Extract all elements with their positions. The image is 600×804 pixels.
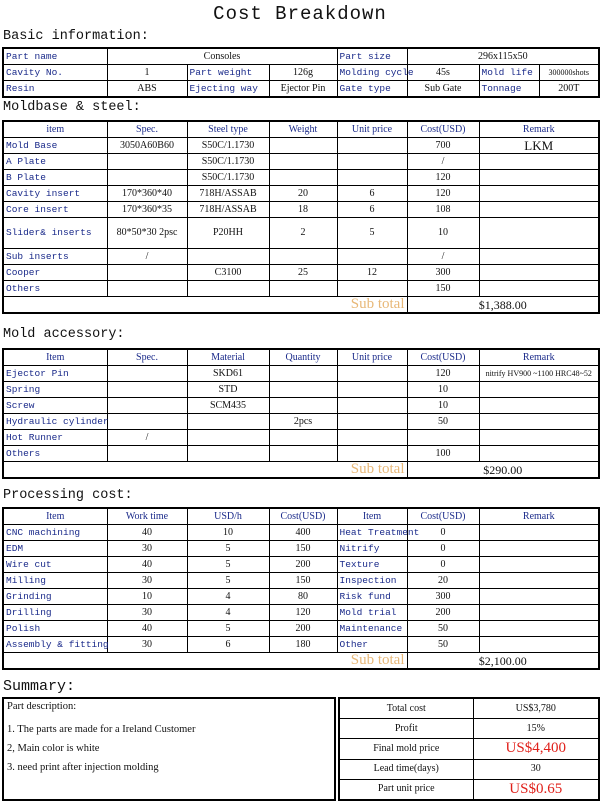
description-line: 1. The parts are made for a Ireland Customer [7,724,196,735]
table-cell: 10 [407,398,479,414]
table-cell: 3050A60B60 [107,138,187,154]
table-cell: 150 [269,541,337,557]
table-cell: 4 [187,589,269,605]
table-cell: 0 [407,541,479,557]
description-line: 3. need print after injection molding [7,762,159,773]
table-cell: 0 [407,557,479,573]
table-row [3,281,599,297]
table-cell [187,414,269,430]
table-header-row [3,349,599,366]
table-row [3,48,599,65]
label-gate-type: Gate type [337,81,407,98]
table-row [3,589,599,605]
table-cell [269,138,337,154]
table-row [3,446,599,462]
table-cell: nitrify HV900 ~1100 HRC48~52 [479,366,599,382]
table-row [3,249,599,265]
table-cell: 200 [269,557,337,573]
label-part-size: Part size [337,48,407,65]
table-cell [479,621,599,637]
column-header: item [3,121,107,138]
table-cell: Inspection [337,573,407,589]
column-header: Remark [479,121,599,138]
table-row [3,65,599,81]
subtotal-value: $1,388.00 [407,297,599,314]
column-header: Cost(USD) [407,349,479,366]
column-header: Weight [269,121,337,138]
table-header-row [3,121,599,138]
label-part-weight: Part weight [187,65,269,81]
table-cell: 108 [407,202,479,218]
summary-label: Final mold price [339,739,473,759]
table-cell: Other [337,637,407,653]
row-item-label: Grinding [3,589,107,605]
table-row [3,170,599,186]
row-item-label: Hydraulic cylinder [3,414,107,430]
table-cell: 20 [269,186,337,202]
value-part-name: Consoles [107,48,337,65]
row-item-label: Ejector Pin [3,366,107,382]
table-cell: 6 [187,637,269,653]
table-cell: 5 [187,541,269,557]
summary-row [339,719,599,739]
profit-value: 15% [473,719,599,739]
row-item-label: Wire cut [3,557,107,573]
table-cell: 400 [269,525,337,541]
column-header: USD/h [187,508,269,525]
table-cell: 6 [337,202,407,218]
table-cell [269,154,337,170]
table-cell [479,430,599,446]
row-item-label: Assembly & fitting [3,637,107,653]
table-cell: 4 [187,605,269,621]
table-cell: 100 [407,446,479,462]
column-header: Spec. [107,121,187,138]
table-cell: 180 [269,637,337,653]
table-cell: 10 [407,218,479,249]
final-mold-price-value: US$4,400 [473,739,599,759]
table-row [3,637,599,653]
table-cell: 120 [407,170,479,186]
value-gate-type: Sub Gate [407,81,479,98]
table-cell [337,430,407,446]
table-cell: Texture [337,557,407,573]
subtotal-row [3,462,599,479]
lead-time-value: 30 [473,759,599,779]
subtotal-row [3,653,599,670]
summary-table [338,697,600,801]
table-cell: 170*360*40 [107,186,187,202]
value-molding-cycle: 45s [407,65,479,81]
label-tonnage: Tonnage [479,81,539,98]
summary-label: Part unit price [339,779,473,800]
table-cell: 30 [107,637,187,653]
column-header: Remark [479,508,599,525]
section-heading-summary: Summary: [3,678,76,695]
table-cell: P20HH [187,218,269,249]
column-header: Item [3,349,107,366]
table-cell: / [107,430,187,446]
table-row [3,525,599,541]
column-header: Quantity [269,349,337,366]
subtotal-label: Sub total [3,462,407,479]
table-cell: 5 [337,218,407,249]
row-item-label: Spring [3,382,107,398]
row-item-label: Cavity insert [3,186,107,202]
table-cell: 120 [269,605,337,621]
section-heading-accessory: Mold accessory: [3,327,125,342]
table-cell [107,281,187,297]
subtotal-row [3,297,599,314]
table-cell: 2pcs [269,414,337,430]
summary-row [339,759,599,779]
table-cell [107,154,187,170]
row-item-label: A Plate [3,154,107,170]
table-cell [269,430,337,446]
row-item-label: Sub inserts [3,249,107,265]
table-cell [337,446,407,462]
table-cell [107,446,187,462]
section-heading-moldbase: Moldbase & steel: [3,100,141,115]
column-header: Material [187,349,269,366]
table-cell [337,398,407,414]
table-row [3,382,599,398]
table-cell [187,430,269,446]
table-cell: SCM435 [187,398,269,414]
subtotal-label: Sub total [3,653,407,670]
value-part-size: 296x115x50 [407,48,599,65]
table-cell [107,398,187,414]
table-row [3,621,599,637]
label-cavity: Cavity No. [3,65,107,81]
table-cell: 150 [269,573,337,589]
row-item-label: Milling [3,573,107,589]
table-cell: Heat Treatment [337,525,407,541]
table-cell [337,366,407,382]
column-header: Steel type [187,121,269,138]
table-cell: / [107,249,187,265]
table-cell: S50C/1.1730 [187,170,269,186]
table-cell [269,398,337,414]
row-item-label: B Plate [3,170,107,186]
table-row [3,573,599,589]
column-header: Unit price [337,121,407,138]
table-cell [479,557,599,573]
summary-label: Total cost [339,698,473,719]
table-cell: 300 [407,265,479,281]
table-row [3,265,599,281]
table-row [3,138,599,154]
row-item-label: CNC machining [3,525,107,541]
subtotal-label: Sub total [3,297,407,314]
table-cell: 18 [269,202,337,218]
table-cell: 10 [107,589,187,605]
table-cell [479,589,599,605]
table-cell [269,382,337,398]
summary-row [339,698,599,719]
summary-row [339,779,599,800]
accessory-table [2,348,600,479]
table-cell [187,281,269,297]
table-cell: S50C/1.1730 [187,138,269,154]
label-ejecting-way: Ejecting way [187,81,269,98]
table-cell: 2 [269,218,337,249]
row-item-label: Hot Runner [3,430,107,446]
table-cell [107,366,187,382]
table-row [3,605,599,621]
table-cell: 5 [187,621,269,637]
moldbase-table [2,120,600,314]
table-cell [269,366,337,382]
column-header: Cost(USD) [407,121,479,138]
table-cell [479,154,599,170]
column-header: Work time [107,508,187,525]
table-row [3,398,599,414]
table-cell [337,170,407,186]
table-cell: Risk fund [337,589,407,605]
value-tonnage: 200T [539,81,599,98]
table-cell: 30 [107,541,187,557]
table-cell [337,281,407,297]
table-cell [479,605,599,621]
table-cell: 50 [407,621,479,637]
summary-row [339,739,599,759]
table-cell: 30 [107,573,187,589]
table-row [3,541,599,557]
table-cell [337,154,407,170]
table-cell [107,382,187,398]
row-item-label: Slider& inserts [3,218,107,249]
page-title: Cost Breakdown [213,3,387,25]
row-item-label: Cooper [3,265,107,281]
table-row [3,218,599,249]
table-cell: 300 [407,589,479,605]
table-cell [479,170,599,186]
table-cell [479,573,599,589]
table-header-row [3,508,599,525]
table-cell [479,541,599,557]
table-cell [187,446,269,462]
value-mold-life: 300000shots [539,65,599,81]
table-cell: 700 [407,138,479,154]
table-cell [269,249,337,265]
table-cell: 80*50*30 2psc [107,218,187,249]
table-cell [479,186,599,202]
row-item-label: Others [3,446,107,462]
table-cell [479,382,599,398]
part-description-box [2,697,336,801]
row-item-label: Others [3,281,107,297]
part-description-title: Part description: [7,701,77,712]
table-cell [269,446,337,462]
row-item-label: EDM [3,541,107,557]
table-cell [479,446,599,462]
column-header: Cost(USD) [407,508,479,525]
table-cell: 40 [107,621,187,637]
table-row [3,430,599,446]
table-cell [107,414,187,430]
row-item-label: Drilling [3,605,107,621]
table-cell [107,265,187,281]
table-cell: 12 [337,265,407,281]
table-cell: 30 [107,605,187,621]
table-cell: 120 [407,186,479,202]
column-header: Cost(USD) [269,508,337,525]
table-cell: Maintenance [337,621,407,637]
table-cell: 40 [107,557,187,573]
table-cell: 170*360*35 [107,202,187,218]
value-cavity: 1 [107,65,187,81]
subtotal-value: $2,100.00 [407,653,599,670]
table-cell: 50 [407,637,479,653]
table-cell [479,414,599,430]
table-cell [187,249,269,265]
table-row [3,366,599,382]
table-cell: 20 [407,573,479,589]
table-cell: 120 [407,366,479,382]
table-cell: 0 [407,525,479,541]
column-header: Spec. [107,349,187,366]
table-cell: 10 [187,525,269,541]
table-cell: 5 [187,573,269,589]
table-cell: 200 [269,621,337,637]
value-ejecting-way: Ejector Pin [269,81,337,98]
table-cell [269,170,337,186]
table-row [3,414,599,430]
table-row [3,81,599,98]
description-line: 2, Main color is white [7,743,100,754]
label-part-name: Part name [3,48,107,65]
table-cell [479,398,599,414]
section-heading-processing: Processing cost: [3,488,133,503]
table-row [3,154,599,170]
table-cell: 200 [407,605,479,621]
table-cell: SKD61 [187,366,269,382]
table-cell [269,281,337,297]
processing-table [2,507,600,670]
table-cell [479,202,599,218]
total-cost-value: US$3,780 [473,698,599,719]
table-cell: C3100 [187,265,269,281]
table-cell [337,138,407,154]
value-resin: ABS [107,81,187,98]
row-item-label: Screw [3,398,107,414]
table-row [3,186,599,202]
table-cell: / [407,154,479,170]
table-cell [107,170,187,186]
column-header: Item [3,508,107,525]
table-cell: 50 [407,414,479,430]
table-cell: 718H/ASSAB [187,186,269,202]
table-cell: 150 [407,281,479,297]
table-cell [479,281,599,297]
label-mold-life: Mold life [479,65,539,81]
table-cell: LKM [479,138,599,154]
table-cell [479,525,599,541]
table-cell: 10 [407,382,479,398]
row-item-label: Mold Base [3,138,107,154]
table-cell: / [407,249,479,265]
label-resin: Resin [3,81,107,98]
table-cell: 40 [107,525,187,541]
table-cell [407,430,479,446]
table-cell: STD [187,382,269,398]
table-cell: 5 [187,557,269,573]
basic-info-table [2,47,600,98]
table-cell: 718H/ASSAB [187,202,269,218]
table-cell [337,382,407,398]
column-header: Item [337,508,407,525]
table-cell [337,414,407,430]
table-row [3,557,599,573]
table-cell: 6 [337,186,407,202]
table-cell [479,218,599,249]
table-cell [479,249,599,265]
section-heading-basic: Basic information: [3,29,149,44]
table-cell [479,265,599,281]
table-cell: 25 [269,265,337,281]
value-part-weight: 126g [269,65,337,81]
table-cell: 80 [269,589,337,605]
table-cell: Nitrify [337,541,407,557]
label-molding-cycle: Molding cycle [337,65,407,81]
row-item-label: Core insert [3,202,107,218]
summary-label: Profit [339,719,473,739]
column-header: Unit price [337,349,407,366]
subtotal-value: $290.00 [407,462,599,479]
table-row [3,202,599,218]
column-header: Remark [479,349,599,366]
summary-label: Lead time(days) [339,759,473,779]
row-item-label: Polish [3,621,107,637]
table-cell: S50C/1.1730 [187,154,269,170]
table-cell [479,637,599,653]
part-unit-price-value: US$0.65 [473,779,599,800]
table-cell: Mold trial [337,605,407,621]
table-cell [337,249,407,265]
